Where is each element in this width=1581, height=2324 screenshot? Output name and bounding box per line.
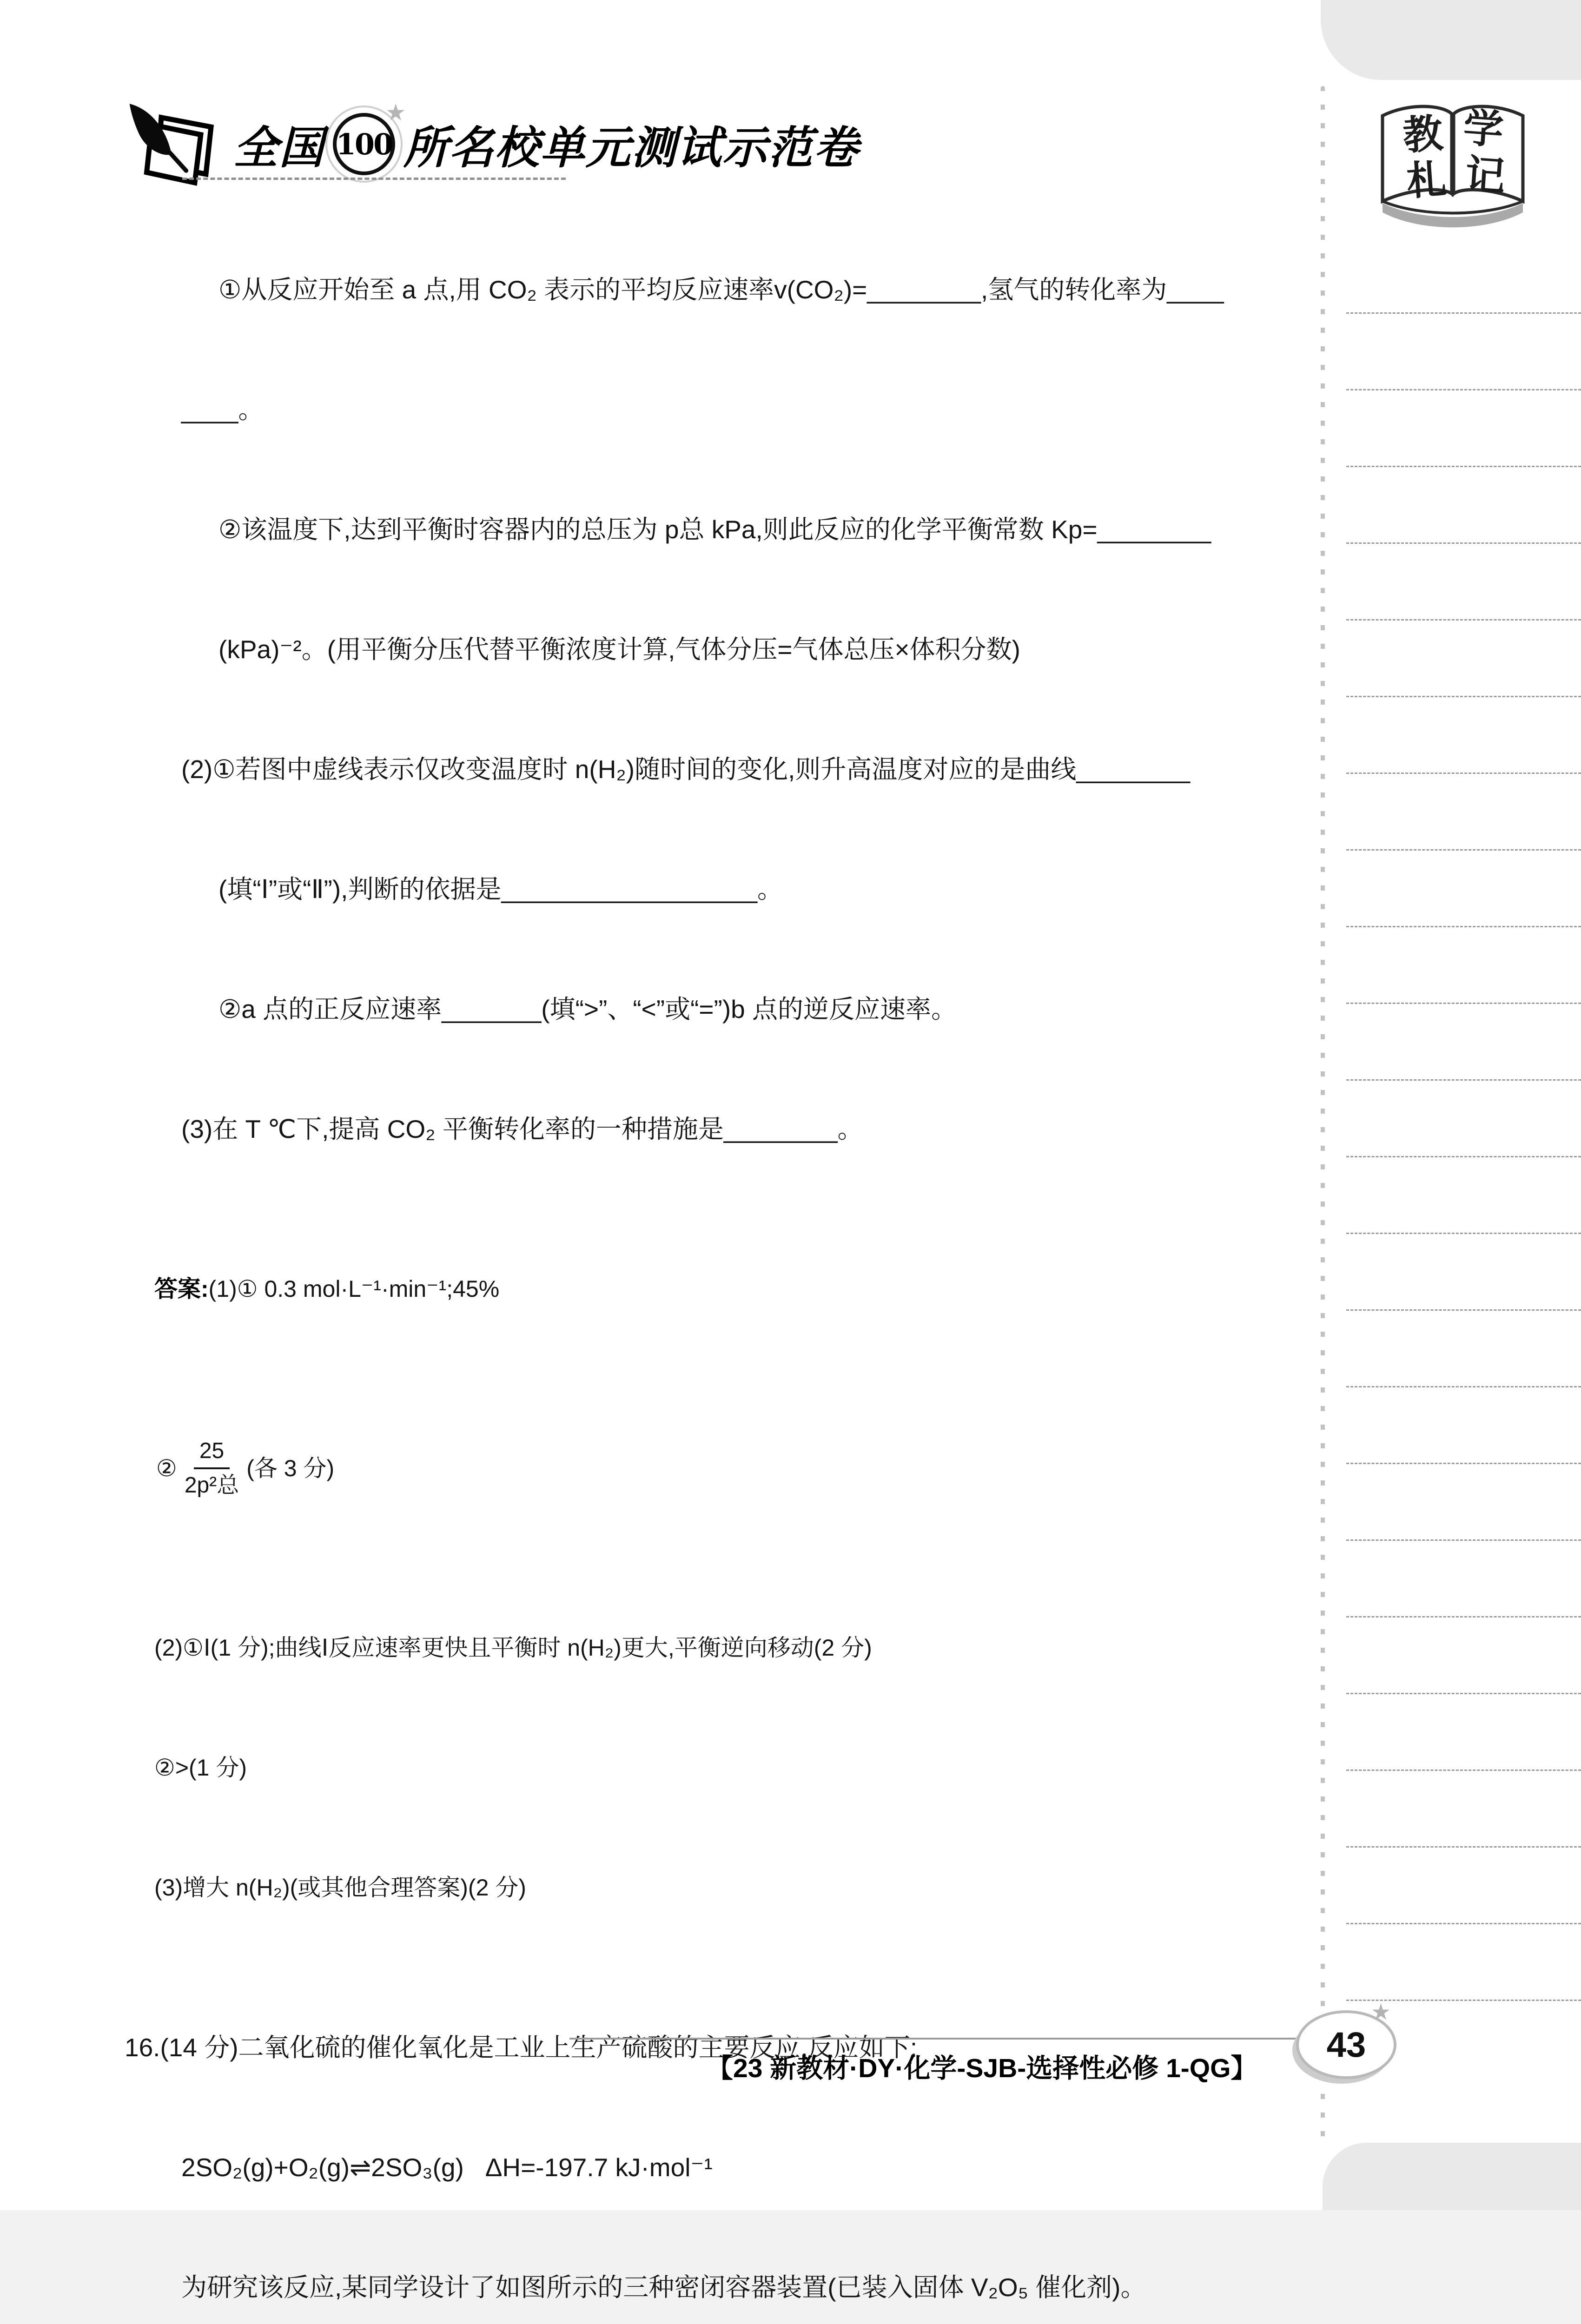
question-line: (3)在 T ℃下,提高 CO₂ 平衡转化率的一种措施是________。 xyxy=(181,1115,863,1143)
chemical-equation: 2SO₂(g)+O₂(g)⇌2SO₃(g) ΔH=-197.7 kJ·mol⁻¹ xyxy=(181,2153,713,2182)
fraction-numerator: 25 xyxy=(194,1438,230,1469)
note-line xyxy=(1346,1386,1581,1463)
teaching-notes-logo xyxy=(1376,95,1529,221)
star-icon: ★ xyxy=(386,101,404,125)
answer-label: 答案: xyxy=(154,1276,209,1302)
answer-line: ②>(1 分) xyxy=(154,1755,247,1781)
brand-badge-number: 100 xyxy=(336,127,392,161)
note-line xyxy=(1346,1079,1581,1156)
book-char: 记 xyxy=(1463,151,1507,200)
note-line xyxy=(1346,1846,1581,1923)
book-char: 札 xyxy=(1405,155,1449,205)
quill-pages-icon xyxy=(122,98,233,191)
brand-100-badge xyxy=(333,101,404,175)
question-line: (kPa)⁻²。(用平衡分压代替平衡浓度计算,气体分压=气体总压×体积分数) xyxy=(218,635,1020,664)
note-line xyxy=(1346,1539,1581,1616)
note-line xyxy=(1346,1693,1581,1769)
answer-fraction-prefix: ② xyxy=(156,1455,177,1481)
note-lines xyxy=(1346,312,1581,2076)
note-line xyxy=(1346,849,1581,926)
star-icon: ★ xyxy=(1370,2000,1391,2025)
note-line xyxy=(1346,772,1581,849)
fraction xyxy=(185,1438,239,1499)
note-line xyxy=(1346,466,1581,542)
answer-line xyxy=(0,1269,1348,1309)
fraction-denominator: 2p²总 xyxy=(184,1473,239,1498)
page-number-badge xyxy=(1296,2000,1396,2079)
answer-fraction-suffix: (各 3 分) xyxy=(246,1455,335,1481)
answer-line: (3)增大 n(H₂)(或其他合理答案)(2 分) xyxy=(154,1875,526,1901)
note-line xyxy=(1346,1309,1581,1386)
question-line: (2)①若图中虚线表示仅改变温度时 n(H₂)随时间的变化,则升高温度对应的是曲线________ xyxy=(181,755,1191,784)
answer-fraction-line xyxy=(0,1429,1348,1508)
brand-underline-dashed xyxy=(182,178,566,180)
footer-rule xyxy=(569,2038,1299,2040)
note-line xyxy=(1346,312,1581,389)
note-line xyxy=(1346,1003,1581,1079)
book-char: 学 xyxy=(1462,104,1505,154)
note-line xyxy=(1346,1923,1581,2000)
question-line: ②该温度下,达到平衡时容器内的总压为 p总 kPa,则此反应的化学平衡常数 Kp=________ xyxy=(218,515,1211,544)
question-line: ____。 xyxy=(181,395,264,424)
question-stem: 16.(14 分)二氧化硫的催化氧化是工业上生产硫酸的主要反应,反应如下: xyxy=(125,2033,918,2062)
question-line: ①从反应开始至 a 点,用 CO₂ 表示的平均反应速率v(CO₂)=________,氢气的转化率为____ xyxy=(218,275,1224,304)
top-right-corner-decoration xyxy=(1321,0,1581,80)
note-line xyxy=(1346,619,1581,696)
brand-logo xyxy=(122,98,859,191)
note-line xyxy=(1346,1769,1581,1846)
answer-line: (2)①Ⅰ(1 分);曲线Ⅰ反应速率更快且平衡时 n(H₂)更大,平衡逆向移动(2 分) xyxy=(154,1635,872,1661)
main-content xyxy=(0,190,1348,2324)
brand-suffix: 所名校单元测试示范卷 xyxy=(404,121,859,174)
book-char: 教 xyxy=(1401,110,1445,159)
bottom-right-corner-decoration xyxy=(1323,2143,1581,2210)
note-line xyxy=(1346,542,1581,619)
brand-text xyxy=(233,101,859,176)
note-line xyxy=(1346,1616,1581,1693)
note-line xyxy=(1346,389,1581,466)
note-line xyxy=(1346,1156,1581,1233)
note-line xyxy=(1346,1463,1581,1539)
footer-edition-label: 【23 新教材·DY·化学-SJB-选择性必修 1-QG】 xyxy=(707,2053,1257,2083)
note-line xyxy=(1346,1233,1581,1309)
page-number: 43 xyxy=(1326,2025,1366,2065)
note-line xyxy=(1346,926,1581,1003)
question-line: (填“Ⅰ”或“Ⅱ”),判断的依据是__________________。 xyxy=(218,875,783,904)
question-line: ②a 点的正反应速率_______(填“>”、“<”或“=”)b 点的逆反应速率。 xyxy=(218,995,957,1023)
question-line: 为研究该反应,某同学设计了如图所示的三种密闭容器装置(已装入固体 V₂O₅ 催化剂)。 xyxy=(181,2273,1146,2302)
answer-text: (1)① 0.3 mol·L⁻¹·min⁻¹;45% xyxy=(208,1276,500,1302)
note-line xyxy=(1346,696,1581,772)
brand-prefix: 全国 xyxy=(233,121,324,174)
